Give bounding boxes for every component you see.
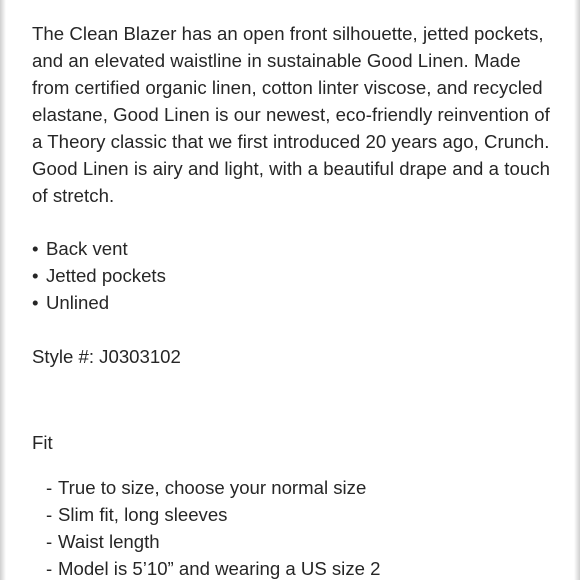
description-line: of stretch.	[32, 185, 115, 206]
description-line: and an elevated waistline in sustainable Good Linen. Made	[32, 50, 521, 71]
description-line: elastane, Good Linen is our newest, eco-friendly reinvention of	[32, 104, 550, 125]
description-line: from certified organic linen, cotton linter viscose, and recycled	[32, 77, 543, 98]
fit-heading: Fit	[32, 432, 53, 453]
feature-item-unlined: • Unlined	[32, 289, 552, 316]
description-line: The Clean Blazer has an open front silhouette, jetted pockets,	[32, 23, 544, 44]
feature-item-jetted-pockets: • Jetted pockets	[32, 262, 552, 289]
product-description	[32, 20, 552, 209]
feature-list	[32, 235, 552, 316]
screen-frame-right	[574, 0, 580, 580]
fit-item-true-to-size: - True to size, choose your normal size	[46, 474, 552, 501]
fit-list	[32, 474, 552, 580]
fit-item-waist-length: - Waist length	[46, 528, 552, 555]
description-line: Good Linen is airy and light, with a beautiful drape and a touch	[32, 158, 550, 179]
description-line: a Theory classic that we first introduced 20 years ago, Crunch.	[32, 131, 550, 152]
style-number: Style #: J0303102	[32, 346, 181, 367]
screen-frame-left	[0, 0, 6, 580]
product-details	[32, 20, 552, 580]
fit-item-slim-fit: - Slim fit, long sleeves	[46, 501, 552, 528]
fit-item-model-size: - Model is 5’10” and wearing a US size 2	[46, 555, 552, 580]
feature-item-back-vent: • Back vent	[32, 235, 552, 262]
